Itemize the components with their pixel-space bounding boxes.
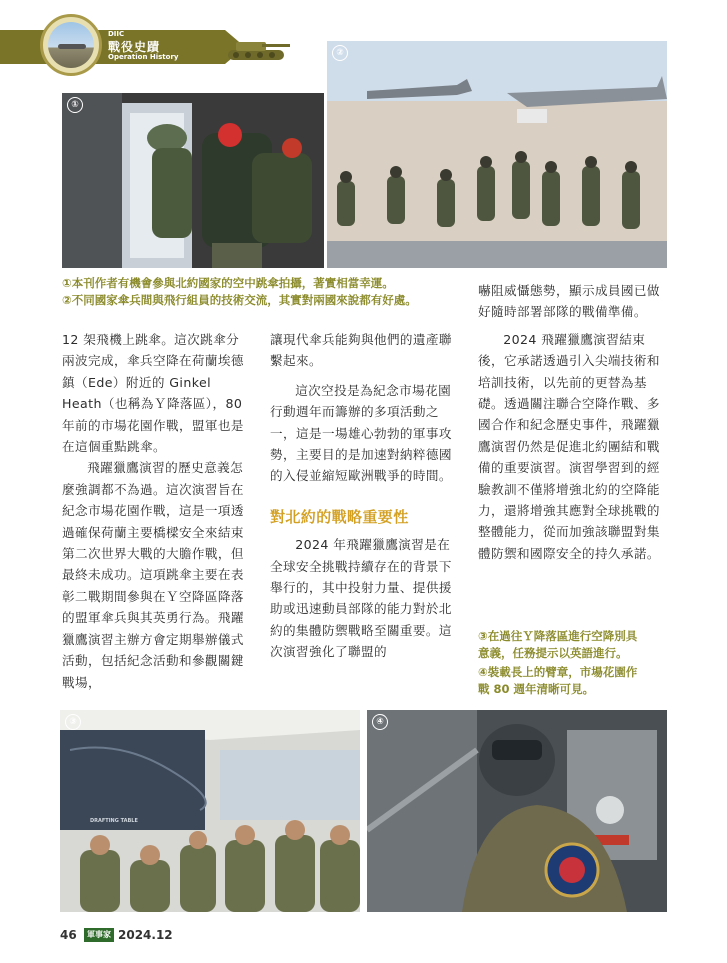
magazine-logo: 軍事家	[84, 928, 114, 942]
section-subtitle: Operation History	[108, 53, 179, 61]
article-column-1	[62, 329, 250, 693]
caption-photo-3	[478, 628, 678, 662]
loadmaster-image	[367, 710, 667, 912]
tank-icon	[222, 28, 292, 68]
photo-number-2: ②	[332, 45, 348, 61]
section-heading: 對北約的戰略重要性	[270, 507, 409, 526]
cabin-image	[62, 93, 324, 268]
article-column-3	[478, 280, 668, 564]
briefing-banner-text: DRAFTING TABLE	[90, 818, 138, 824]
col1-paragraph-2: 飛躍獵鷹演習的歷史意義怎麼強調都不為過。這次演習旨在紀念市場花園作戰，這是一項透過確保荷蘭主要橋樑安全來結束第二次世界大戰的大膽作戰，但最終未成功。這項跳傘主要在表彰二戰期間參與在Ｙ空降區降落的盟軍傘兵與其英勇行為。飛躍獵鷹演習主辦方會定期舉辦儀式活動，包括紀念活動和參觀關鍵戰場，	[62, 460, 244, 690]
section-emblem	[40, 14, 102, 76]
emblem-aircraft-image	[48, 22, 94, 68]
caption-photo-4-line-1: ④裝載長上的臂章，市場花園作	[478, 665, 638, 679]
section-title: 戰役史蹟	[108, 40, 161, 54]
photo-number-4: ④	[372, 714, 388, 730]
header-small-label: DIIC	[108, 30, 125, 38]
photo-loadmaster	[367, 710, 667, 912]
col2-paragraph-1: 讓現代傘兵能夠與他們的遺產聯繫起來。	[270, 332, 452, 369]
photo-paratroopers-cabin	[62, 93, 324, 268]
issue-date: 2024.12	[118, 928, 173, 942]
briefing-image	[60, 710, 360, 912]
caption-photo-4-line-2: 戰 80 週年清晰可見。	[478, 682, 595, 696]
caption-photo-3-line-1: ③在過往Ｙ降落區進行空降別具	[478, 629, 638, 643]
caption-photo-1: ①本刊作者有機會參與北約國家的空中跳傘拍攝，著實相當幸運。	[62, 276, 394, 290]
article-column-2	[270, 329, 458, 663]
col1-paragraph-1: 12 架飛機上跳傘。這次跳傘分兩波完成，傘兵空降在荷蘭埃德鎮（Ede）附近的 Ginkel Heath（也稱為Ｙ降落區），80 年前的市場花園作戰，盟軍也是在這個重點跳傘。	[62, 332, 244, 455]
airfield-image	[327, 41, 667, 268]
emblem-plane-icon	[58, 44, 86, 49]
page-number: 46	[60, 928, 77, 942]
caption-photo-3-line-2: 意義，任務提示以英語進行。	[478, 646, 628, 660]
photo-troops-airfield	[327, 41, 667, 268]
col2-paragraph-2: 這次空投是為紀念市場花園行動週年而籌辦的多項活動之一，這是一場雄心勃勃的軍事攻勢，主要目的是加速對納粹德國的入侵並縮短歐洲戰爭的時間。	[270, 382, 452, 484]
col3-paragraph-1: 嚇阻威懾態勢，顯示成員國已做好隨時部署部隊的戰備準備。	[478, 283, 660, 320]
caption-photo-2: ②不同國家傘兵間與飛行組員的技術交流，其實對兩國來說都有好處。	[62, 293, 417, 307]
photo-briefing-tent	[60, 710, 360, 912]
caption-photo-4	[478, 664, 678, 698]
photo-number-3: ③	[65, 714, 81, 730]
photo-number-1: ①	[67, 97, 83, 113]
col3-paragraph-2: 2024 飛躍獵鷹演習結束後，它承諾透過引入尖端技術和培訓技術，以先前的更替為基礎。透過關注聯合空降作戰、多國合作和紀念歷史事件，飛躍獵鷹演習仍然是促進北約團結和戰備的重要演習。演習學習到的經驗教訓不僅將增強北約的空降能力，還將增強其應對全球挑戰的整體能力，從而加強該聯盟對集體防禦和國際安全的持久承諾。	[478, 331, 660, 561]
col2-paragraph-3: 2024 年飛躍獵鷹演習是在全球安全挑戰持續存在的背景下舉行的，其中投射力量、提供援助或迅速動員部隊的能力對於北約的集體防禦戰略至關重要。這次演習強化了聯盟的	[270, 537, 452, 660]
